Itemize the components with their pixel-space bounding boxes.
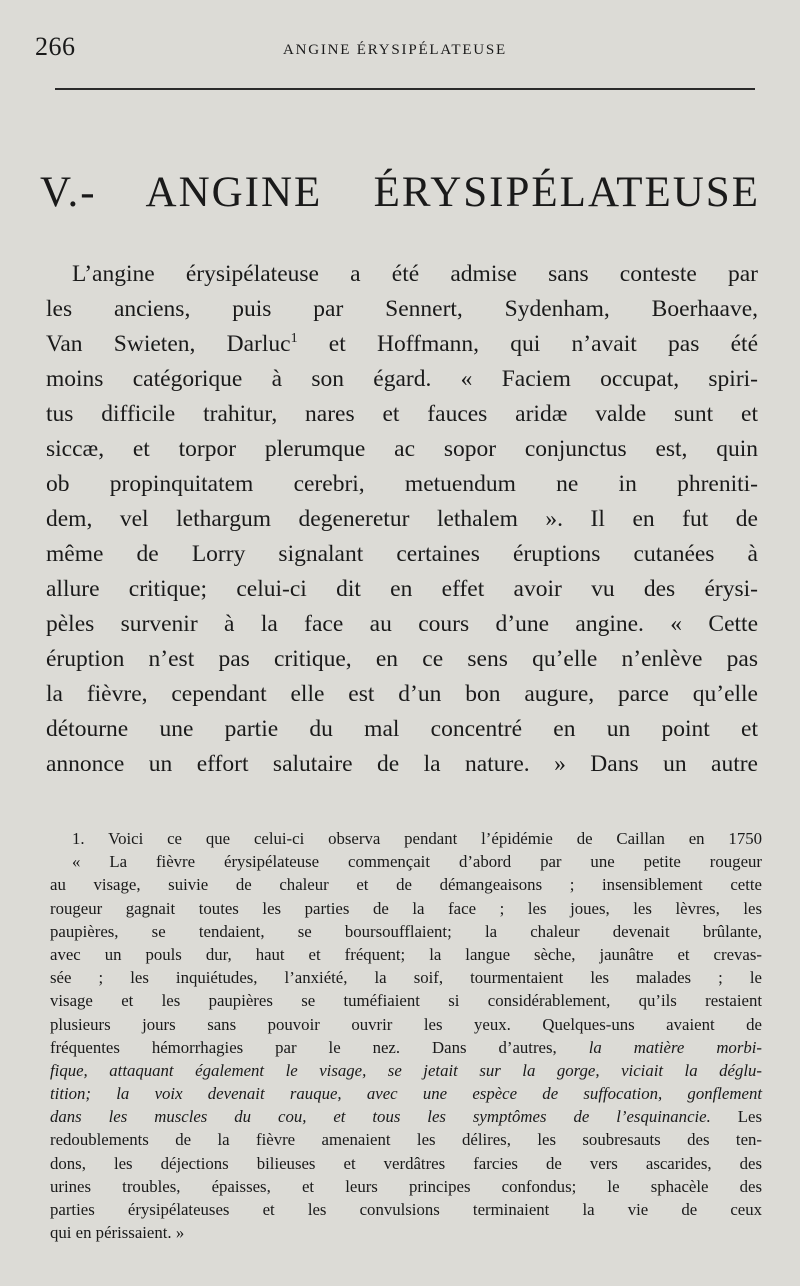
footnote-line-text: fréquentes hémorrhagies par le nez. Dans d’autres, [50, 1037, 557, 1057]
body-line: moins catégorique à son égard. « Faciem occupat, spiri- [46, 366, 758, 392]
body-line: L’angine érysipélateuse a été admise sans conteste par [72, 261, 758, 287]
footnote-line: redoublements de la fièvre amenaient les délires, les soubresauts des ten- [50, 1130, 762, 1150]
footnote-line [50, 1105, 762, 1128]
body-line: éruption n’est pas critique, en ce sens qu’elle n’enlève pas [46, 646, 758, 672]
footnote-line: paupières, se tendaient, se boursoufflaient; la chaleur devenait brûlante, [50, 921, 762, 941]
chapter-title: V.- ANGINE ÉRYSIPÉLATEUSE [40, 169, 760, 216]
body-line: pèles survenir à la face au cours d’une angine. « Cette [46, 611, 758, 637]
footnote-line: au visage, suivie de chaleur et de démangeaisons ; insensiblement cette [50, 875, 762, 895]
footnote-line-italic: la matière morbi- [588, 1037, 762, 1057]
footnote-line: visage et les paupières se tuméfiaient si considérablement, qu’ils restaient [50, 991, 762, 1011]
footnote-reference: 1 [290, 331, 298, 347]
footnote-line: dons, les déjections bilieuses et verdâtres farcies de vers ascarides, des [50, 1153, 762, 1173]
footnote-line: qui en périssaient. » [50, 1223, 185, 1243]
body-line [46, 327, 758, 362]
body-line: tus difficile trahitur, nares et fauces aridæ valde sunt et [46, 401, 758, 427]
body-line-text: Van Swieten, Darluc [46, 331, 291, 357]
body-line: siccæ, et torpor plerumque ac sopor conjunctus est, quin [46, 436, 758, 462]
body-line: la fièvre, cependant elle est d’un bon augure, parce qu’elle [46, 681, 758, 707]
footnote [50, 827, 762, 1244]
body-line-text: et Hoffmann, qui n’avait pas été [297, 331, 758, 357]
body-line: ob propinquitatem cerebri, metuendum ne in phreniti- [46, 471, 758, 497]
running-head: ANGINE ÉRYSIPÉLATEUSE [282, 42, 508, 58]
body-line: détourne une partie du mal concentré en un point et [46, 716, 758, 742]
page-header [35, 32, 755, 72]
body-line: dem, vel lethargum degeneretur lethalem ». Il en fut de [46, 506, 758, 532]
footnote-line: « La fièvre érysipélateuse commençait d’abord par une petite rougeur [72, 852, 762, 872]
body-line: les anciens, puis par Sennert, Sydenham, Boerhaave, [46, 296, 758, 322]
footnote-line: avec un pouls dur, haut et fréquent; la langue sèche, jaunâtre et crevas- [50, 944, 762, 964]
body-text [46, 257, 758, 782]
footnote-line: sée ; les inquiétudes, l’anxiété, la soif, tourmentaient les malades ; le [50, 968, 762, 988]
footnote-line: parties érysipélateuses et les convulsions terminaient la vie de ceux [50, 1200, 762, 1219]
footnote-line-italic: dans les muscles du cou, et tous les symptômes de l’esquinancie. [50, 1107, 711, 1127]
footnote-line-text: Les [710, 1107, 762, 1127]
footnote-line: rougeur gagnait toutes les parties de la face ; les joues, les lèvres, les [50, 898, 762, 918]
footnote-line [50, 1036, 762, 1059]
page-number: 266 [35, 32, 76, 61]
footnote-line: tition; la voix devenait rauque, avec une espèce de suffocation, gonflement [50, 1084, 762, 1104]
footnote-line: 1. Voici ce que celui-ci observa pendant l’épidémie de Caillan en 1750 [72, 829, 762, 848]
footnote-line: fique, attaquant également le visage, se jetait sur la gorge, viciait la déglu- [50, 1060, 762, 1080]
body-line: annonce un effort salutaire de la nature. » Dans un autre [46, 751, 758, 777]
header-rule [55, 88, 755, 90]
footnote-line: plusieurs jours sans pouvoir ouvrir les yeux. Quelques-uns avaient de [50, 1014, 762, 1034]
body-line: allure critique; celui-ci dit en effet avoir vu des érysi- [46, 576, 758, 602]
body-line: même de Lorry signalant certaines éruptions cutanées à [46, 541, 758, 567]
footnote-line: urines troubles, épaisses, et leurs principes confondus; le sphacèle des [50, 1176, 762, 1196]
